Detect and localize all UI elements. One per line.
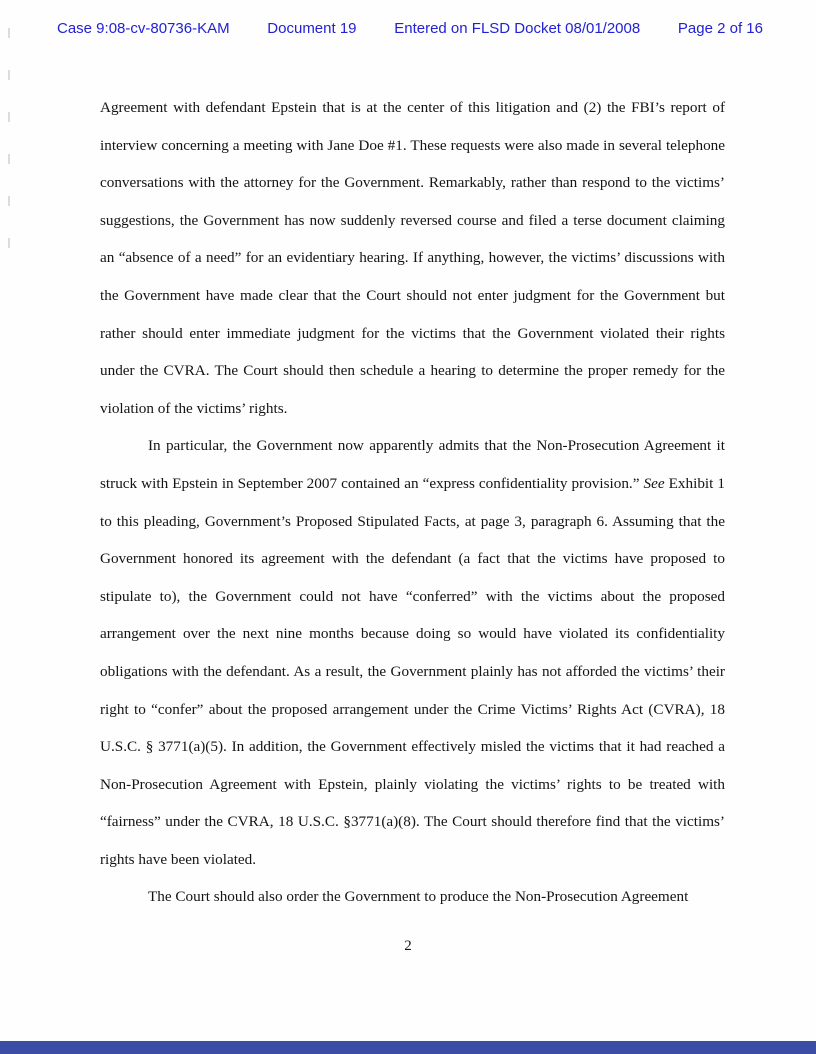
document-body — [100, 89, 725, 916]
docket-document-label: Document 19 — [267, 20, 357, 37]
paragraph-court-order — [100, 878, 725, 916]
scan-bottom-bar — [0, 1041, 816, 1054]
docket-page-label: Page 2 of 16 — [677, 20, 763, 37]
see-citation-italic: See — [643, 474, 665, 492]
page-number: 2 — [404, 938, 412, 954]
paragraph-2-run-3: Exhibit 1 to this pleading, Government’s Proposed Stipulated Facts, at page 3, paragraph 6. Assuming that the Government honored its agreement with the defendant (a fact that the victims have proposed to stipulate to), the Government could not have “conferred” with the victims about the proposed arrangement over the next nine months because doing so would have violated its confidentiality obligations with the defendant. As a result, the Government plainly has not afforded the victims’ their right to “confer” about the proposed arrangement under the Crime Victims’ Rights Act (CVRA), 18 U.S.C. § 3771(a)(5). In addition, the Government effectively misled the victims that it had reached a Non-Prosecution Agreement with Epstein, plainly violating the victims’ rights to be treated with “fairness” under the CVRA, 18 U.S.C. §3771(a)(8). The Court should therefore find that the victims’ rights have been violated. — [100, 474, 726, 868]
paragraph-3-text: The Court should also order the Government to produce the Non-Prosecution Agreement — [148, 888, 689, 906]
docket-case-number: Case 9:08-cv-80736-KAM — [57, 20, 230, 37]
paragraph-2-run-1: In particular, the Government now apparently admits that the Non-Prosecution Agreement it struck with Epstein in September 2007 contained an “express confidentiality provision.” — [100, 437, 725, 492]
paragraph-in-particular — [100, 427, 725, 878]
paragraph-continuation — [100, 89, 725, 427]
docket-header — [57, 20, 763, 37]
paragraph-continuation-text: Agreement with defendant Epstein that is at the center of this litigation and (2) the FBI’s report of interview concerning a meeting with Jane Doe #1. These requests were also made in several telephone conversations with the attorney for the Government. Remarkably, rather than respond to the victims’ suggestions, the Government has now suddenly reversed course and filed a terse document claiming an “absence of a need” for an evidentiary hearing. If anything, however, the victims’ discussions with the Government have made clear that the Court should not enter judgment for the Government but rather should enter immediate judgment for the victims that the Government violated their rights under the CVRA. The Court should then schedule a hearing to determine the proper remedy for the violation of the victims’ rights. — [100, 99, 725, 417]
scan-artifact-left-edge — [8, 28, 10, 268]
docket-entered-label: Entered on FLSD Docket 08/01/2008 — [394, 20, 641, 37]
